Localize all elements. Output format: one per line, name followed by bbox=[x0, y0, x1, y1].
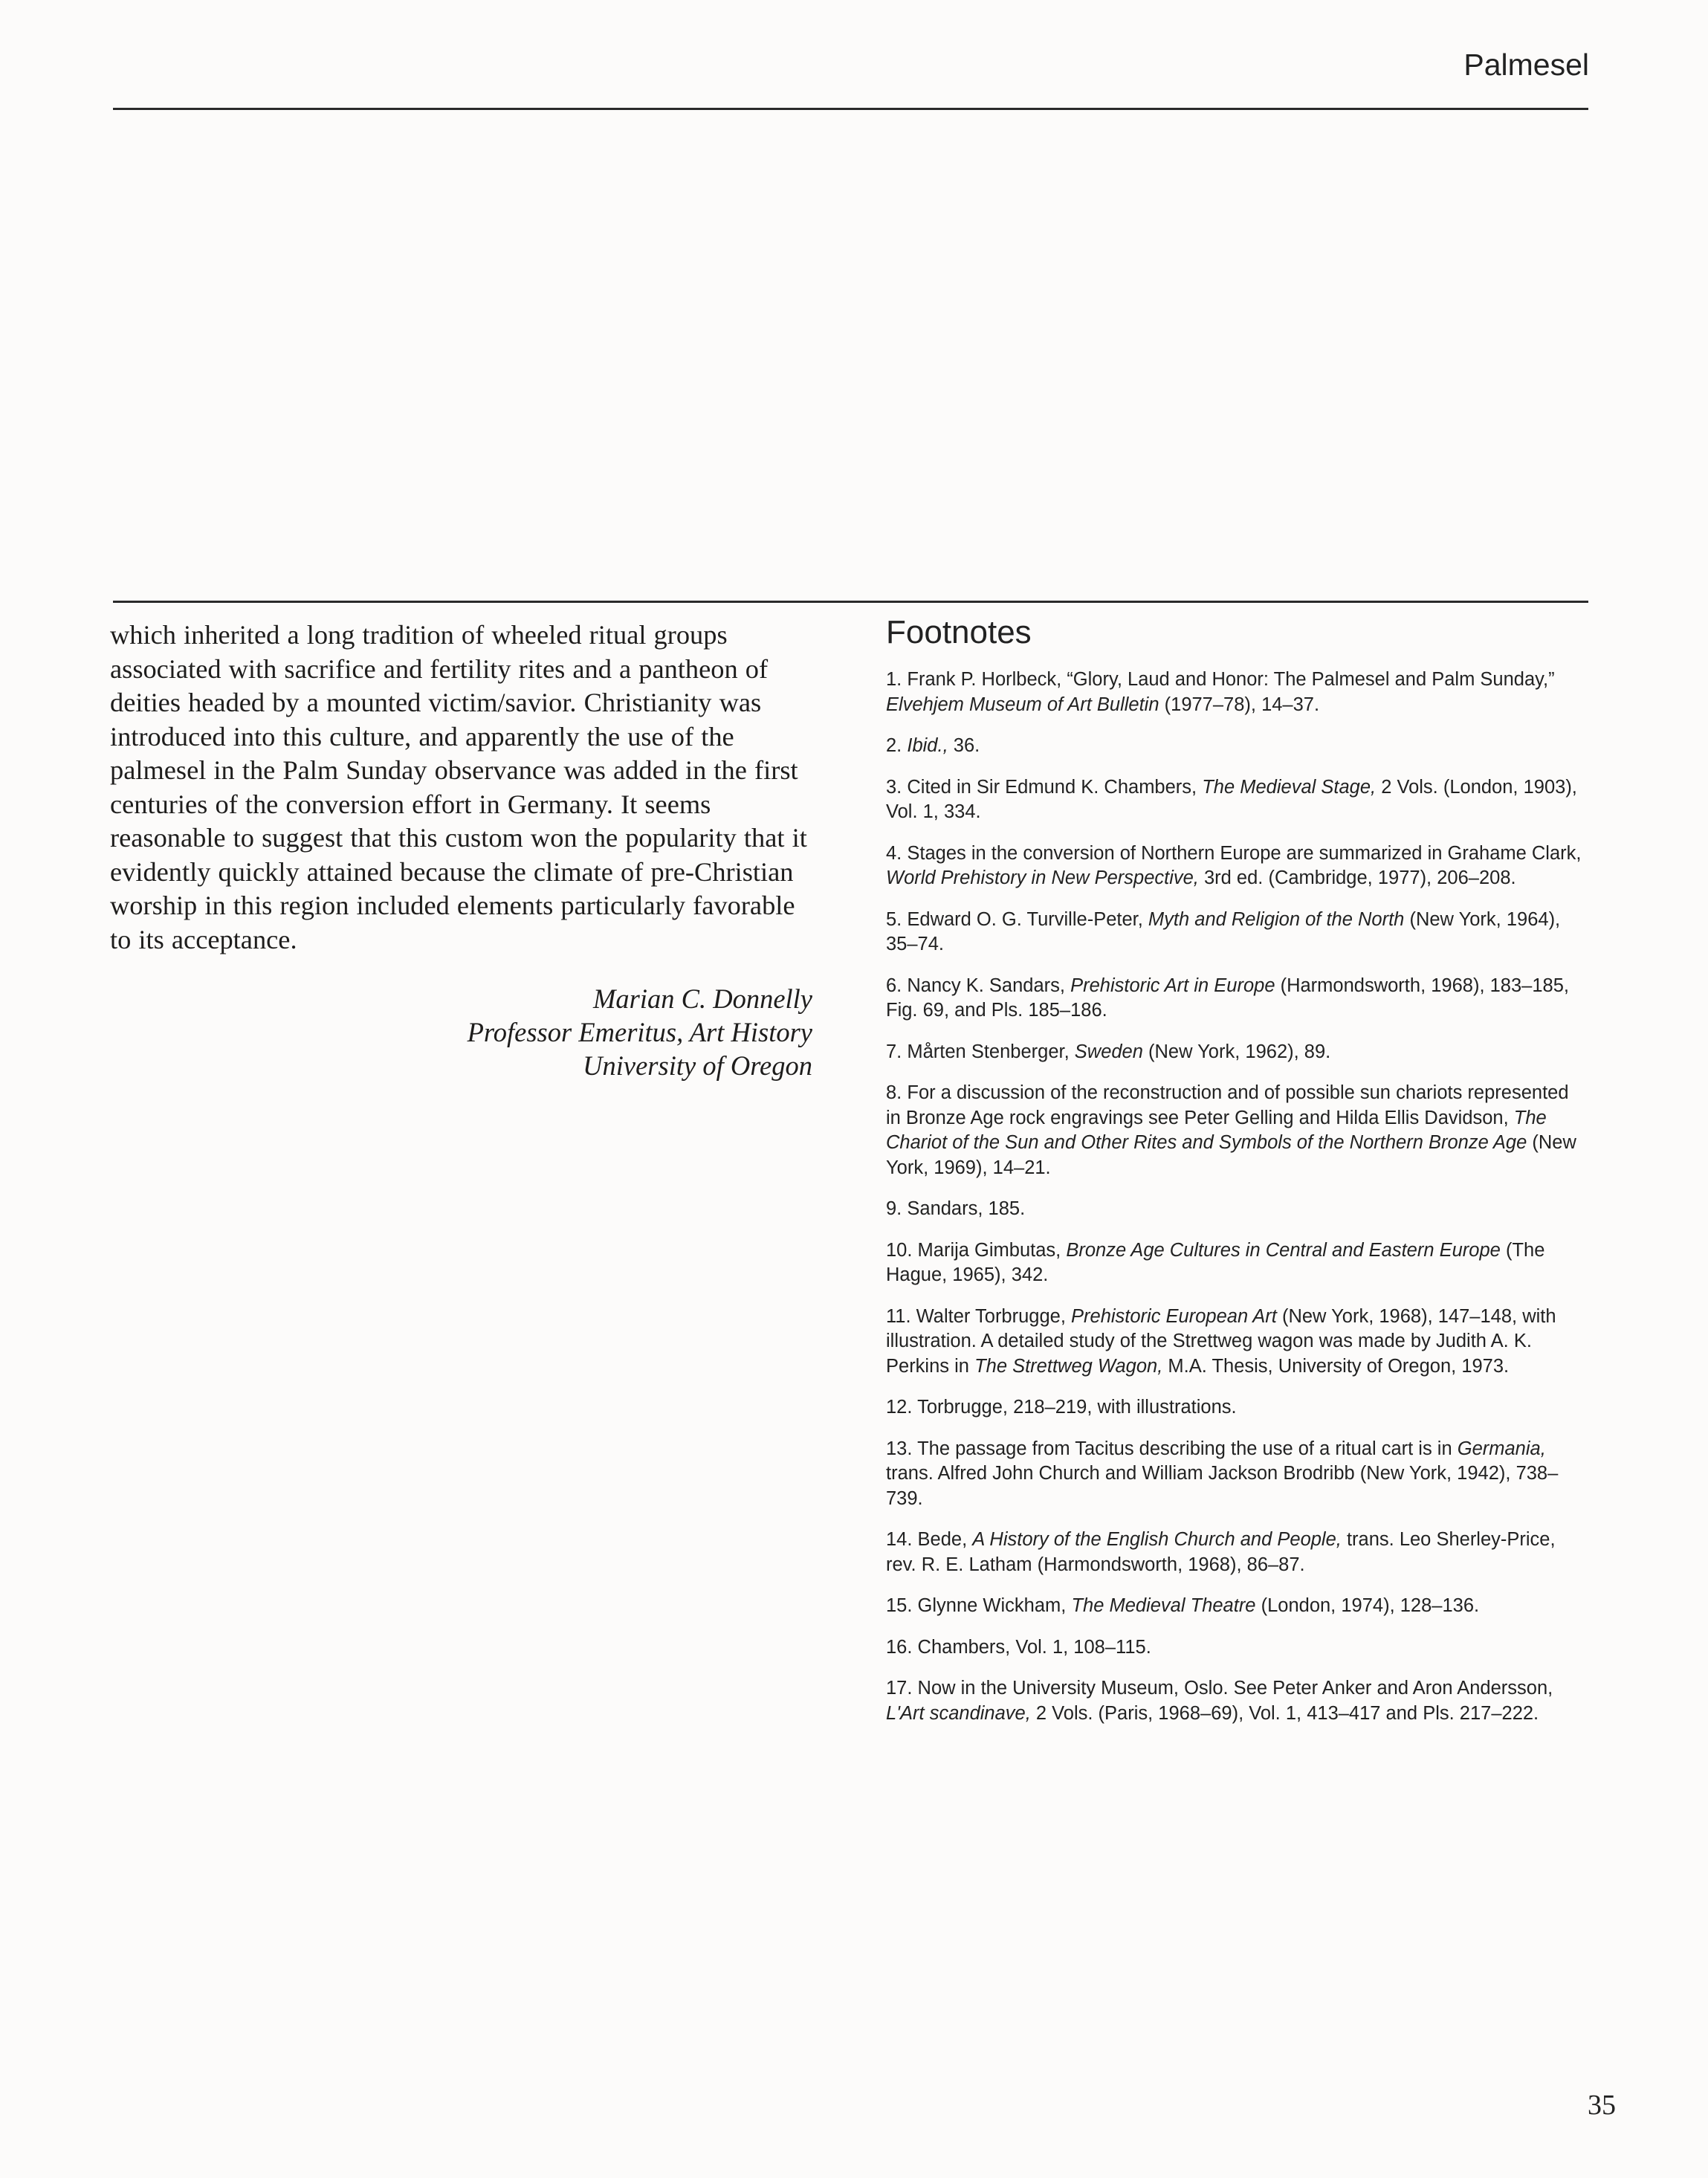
author-name: Marian C. Donnelly bbox=[592, 983, 812, 1014]
footnote-14: 14. Bede, A History of the English Church and People, trans. Leo Sherley-Price, rev. R. E. Latham (Harmondsworth, 1968), 86–87. bbox=[886, 1529, 1556, 1575]
author-affiliation: University of Oregon bbox=[583, 1050, 812, 1081]
author-title: Professor Emeritus, Art History bbox=[467, 1017, 812, 1047]
footnote-9: 9. Sandars, 185. bbox=[886, 1198, 1026, 1219]
body-column bbox=[110, 618, 812, 1082]
footnotes-heading: Footnotes bbox=[886, 614, 1032, 650]
page-number: 35 bbox=[1588, 2090, 1616, 2121]
footnote-10: 10. Marija Gimbutas, Bronze Age Cultures in Central and Eastern Europe (The Hague, 1965), 342. bbox=[886, 1239, 1545, 1285]
footnote-7: 7. Mårten Stenberger, Sweden (New York, 1962), 89. bbox=[886, 1041, 1331, 1062]
footnote-11: 11. Walter Torbrugge, Prehistoric European Art (New York, 1968), 147–148, with illustration. A detailed study of the Strettweg wagon was made by Judith A. K. Perkins in The Strettweg Wagon, M.A. Thesis, University of Oregon, 1973. bbox=[886, 1305, 1556, 1377]
footnote-16: 16. Chambers, Vol. 1, 108–115. bbox=[886, 1636, 1151, 1658]
author-signature bbox=[110, 982, 812, 1082]
footnote-8: 8. For a discussion of the reconstruction and of possible sun chariots represented in Bronze Age rock engravings see Peter Gelling and Hilda Ellis Davidson, The Chariot of the Sun and Other Rites and Symbols of the Northern Bronze Age (New York, 1969), 14–21. bbox=[886, 1082, 1576, 1178]
footnote-15: 15. Glynne Wickham, The Medieval Theatre (London, 1974), 128–136. bbox=[886, 1595, 1480, 1616]
footnote-4: 4. Stages in the conversion of Northern Europe are summarized in Grahame Clark, World Prehistory in New Perspective, 3rd ed. (Cambridge, 1977), 206–208. bbox=[886, 842, 1582, 888]
footnote-3: 3. Cited in Sir Edmund K. Chambers, The Medieval Stage, 2 Vols. (London, 1903), Vol. 1, 334. bbox=[886, 776, 1577, 822]
footnote-5: 5. Edward O. G. Turville-Peter, Myth and Religion of the North (New York, 1964), 35–74. bbox=[886, 908, 1561, 954]
footnote-13: 13. The passage from Tacitus describing the use of a ritual cart is in Germania, trans. Alfred John Church and William Jackson Brodribb (New York, 1942), 738–739. bbox=[886, 1438, 1559, 1509]
footnote-12: 12. Torbrugge, 218–219, with illustrations. bbox=[886, 1397, 1237, 1418]
footnote-6: 6. Nancy K. Sandars, Prehistoric Art in Europe (Harmondsworth, 1968), 183–185, Fig. 69, and Pls. 185–186. bbox=[886, 975, 1569, 1021]
footnote-17: 17. Now in the University Museum, Oslo. See Peter Anker and Aron Andersson, L'Art scandinave, 2 Vols. (Paris, 1968–69), Vol. 1, 413–417 and Pls. 217–222. bbox=[886, 1678, 1553, 1724]
body-paragraph: which inherited a long tradition of wheeled ritual groups associated with sacrifice and fertility rites and a pantheon of deities headed by a mounted victim/savior. Christianity was introduced into this culture, and apparently the use of the palmesel in the Palm Sunday observance was added in the first centuries of the conversion effort in Germany. It seems reasonable to suggest that this custom won the popularity that it evidently quickly attained because the climate of pre-Christian worship in this region included elements particularly favorable to its acceptance. bbox=[110, 620, 807, 954]
running-head-title: Palmesel bbox=[1463, 48, 1589, 82]
footnote-2: 2. Ibid., 36. bbox=[886, 735, 980, 756]
footnotes-list bbox=[886, 668, 1588, 1726]
footnote-1: 1. Frank P. Horlbeck, “Glory, Laud and Honor: The Palmesel and Palm Sunday,” Elvehjem Museum of Art Bulletin (1977–78), 14–37. bbox=[886, 669, 1555, 715]
footnotes-column bbox=[886, 613, 1588, 1742]
header-rule bbox=[113, 108, 1588, 110]
section-divider-rule bbox=[113, 601, 1588, 603]
